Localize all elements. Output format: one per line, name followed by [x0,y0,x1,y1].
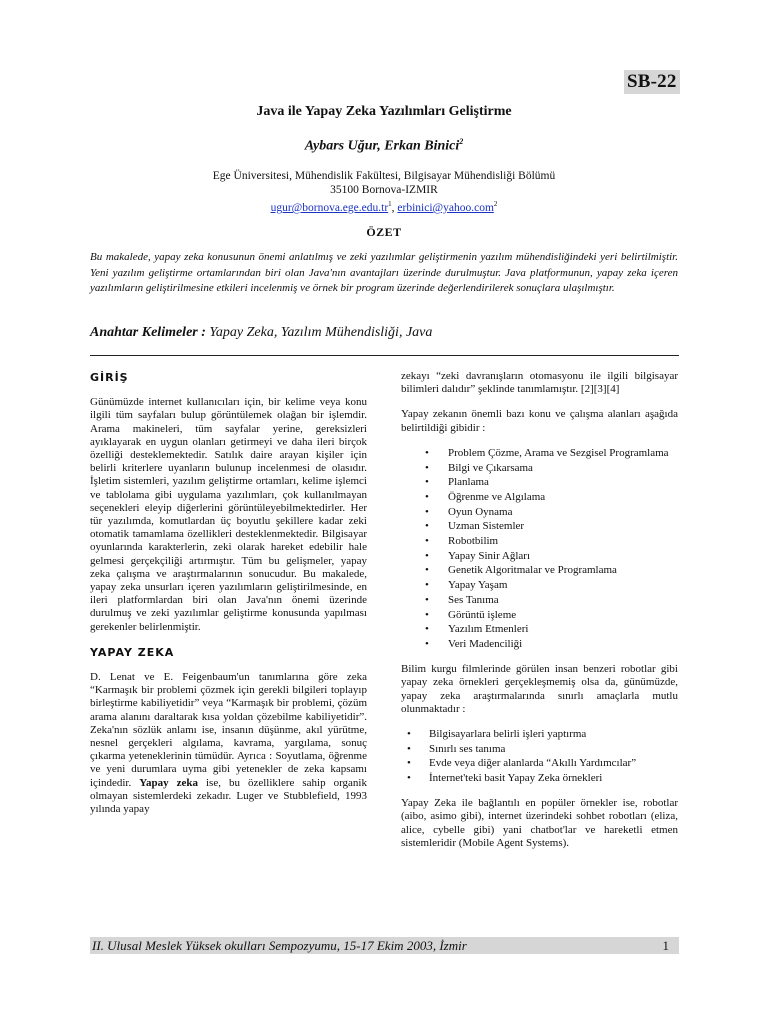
yz-text-part-1: D. Lenat ve E. Feigenbaum'un tanımlarına göre zeka “Karmaşık bir problemi çözmek için gerekli bilgileri toplayıp birleştirme kabiliyetidir” veya “Karmaşık bir problemi, çözüm arama alanını daraltarak kısa yoldan çözebilme kabiliyetidir”. Zeka'nın sözlük anlamı ise, insanın düşünme, akıl yürütme, nesnel gerçekleri algılama, kavrama, yargılama, sonuç çıkarma yeteneklerinin tümüdür. Ayrıca : Soyutlama, öğrenme ve yeni durumlara uyma gibi yetenekler de zeka kapsamı içindedir. [90,671,367,789]
yz-bold-term: Yapay zeka [139,776,198,789]
section-heading-yapay-zeka: YAPAY ZEKA [90,645,175,659]
ai-goals-list [401,728,678,785]
scifi-paragraph: Bilim kurgu filmlerinde görülen insan benzeri robotlar gibi yapay zeka örnekleri gerçekleşmemiş olsa da, günümüzde, yapay zeka araştırmalarında sınırlı amaçlarla mutlu olunmaktadır : [401,663,678,715]
list-item: • İnternet'teki basit Yapay Zeka örnekleri [401,772,678,785]
list-item: • Bilgisayarlara belirli işleri yaptırma [401,728,678,741]
section-heading-giris: GİRİŞ [90,371,129,384]
email-1-superscript: 1 [388,200,392,208]
list-item: • Planlama [401,476,678,489]
affiliation-emails [0,197,768,215]
section-divider [90,355,679,356]
affiliation-line-2: 35100 Bornova-IZMIR [330,184,438,196]
keywords-line [90,325,432,341]
ai-areas-list [401,447,678,651]
abstract-text: Bu makalede, yapay zeka konusunun önemi anlatılmış ve zeki yazılımlar geliştirmenin yazılım mühendisliğindeki yeri belirtilmiştir. Yeni yazılım geliştirme ortamlarından biri olan Java'nın avantajları üzerinde durulmuştur. Java platformunun, yapay zeka içeren yazılımların geliştirilmesine etkileri incelenmiş ve örnek bir program üzerinde değerlendirilerek sonuçlara ulaşılmıştır. [90,251,678,294]
list-item: • Öğrenme ve Algılama [401,491,678,504]
keywords-text: Yapay Zeka, Yazılım Mühendisliği, Java [205,325,433,340]
paper-title: Java ile Yapay Zeka Yazılımları Geliştirme [256,104,512,119]
list-item: • Evde veya diğer alanlarda “Akıllı Yardımcılar” [401,757,678,770]
left-column [90,370,367,828]
list-item: • Oyun Oynama [401,506,678,519]
affiliation-line-1: Ege Üniversitesi, Mühendislik Fakültesi, Bilgisayar Mühendisliği Bölümü [212,170,556,182]
list-item: • Görüntü işleme [401,609,678,622]
list-item: • Yapay Sinir Ağları [401,550,678,563]
list-item: • Problem Çözme, Arama ve Sezgisel Programlama [401,447,678,460]
affiliation-block [0,169,768,215]
page-footer [90,937,679,954]
paper-code-label: SB-22 [624,70,680,94]
list-item: • Genetik Algoritmalar ve Programlama [401,564,678,577]
list-item: • Veri Madenciliği [401,638,678,651]
paper-authors [0,137,768,155]
continuation-paragraph: zekayı “zeki davranışların otomasyonu ile ilgili bilgisayar bilimleri dalıdır” şeklinde tanımlamıştır. [2][3][4] [401,370,678,396]
giris-paragraph: Günümüzde internet kullanıcıları için, bir kelime veya konu ilgili tüm sayfaları bulup görüntülemek olağan bir işlemdir. Arama makineleri, tüm sayfalar yerine, gereksizleri ayıklayarak en uygun olanları getirmeyi ve daha ileri birçok özelliği desteklemektedir. Satılık daire arayan kişiler için belirli kriterlere uyanların bulunup incelenmesi de olasıdır. İşletim sistemleri, yazılım geliştirme ortamları, kelime işlemci ve tablolama gibi uygulama yazılımları, çok kullanılmayan seçenekleri eleyip diğerlerini görüntüleyebilmektedirler. Her tür yazılımda, komutlardan üç boyutlu şekillere kadar zeki otomatik tamamlama özellikleri desteklenmektedir. Bilgisayar oyunlarında karakterlerin, zeki olarak hareket edebilir hale gelmesi gerçekçiliği artırmıştır. Tüm bu gelişmeler, yapay zeka çalışma ve araştırmalarının sonucudur. Bu makalede, yapay zeka unsurları içeren yazılımların geliştirilmesinde, en ileri platformlardan biri olan Java'nın önemi üzerinde durulmuş ve zeki yazılımlar geliştirme konusunda yapılması gerekenler belirlenmiştir. [90,396,367,633]
areas-intro-paragraph: Yapay zekanın önemli bazı konu ve çalışma alanları aşağıda belirtildiği gibidir : [401,408,678,434]
yapay-zeka-paragraph [90,671,367,816]
email-link-1[interactable]: ugur@bornova.ege.edu.tr [270,201,389,214]
footer-conference: II. Ulusal Meslek Yüksek okulları Sempozyumu, 15-17 Ekim 2003, İzmir [92,938,467,953]
list-item: • Ses Tanıma [401,594,678,607]
author-superscript: 2 [459,137,464,146]
yz-text-part-2: ise, bu özelliklere sahip organik olmayan sistemlerdeki zekadır. Luger ve Stubblefield, 1993 yılında yapay [90,776,367,816]
examples-paragraph: Yapay Zeka ile bağlantılı en popüler örnekler ise, robotlar (aibo, asimo gibi), internet üzerindeki sohbet robotları (eliza, alice, cybelle gibi) yani chatbot'lar ve hareketli etmen sistemleridir (Mobile Agent Systems). [401,797,678,849]
author-names: Aybars Uğur, Erkan Binici [304,138,460,154]
email-link-2[interactable]: erbinici@yahoo.com [397,201,494,214]
list-item: • Sınırlı ses tanıma [401,743,678,756]
list-item: • Robotbilim [401,535,678,548]
right-column [401,370,678,862]
footer-page-number: 1 [662,938,669,953]
email-separator: , [391,201,398,214]
list-item: • Bilgi ve Çıkarsama [401,462,678,475]
abstract-heading: ÖZET [366,225,402,239]
list-item: • Yazılım Etmenleri [401,623,678,636]
list-item: • Yapay Yaşam [401,579,678,592]
keywords-label: Anahtar Kelimeler : [90,325,206,340]
email-2-superscript: 2 [493,200,498,208]
list-item: • Uzman Sistemler [401,520,678,533]
